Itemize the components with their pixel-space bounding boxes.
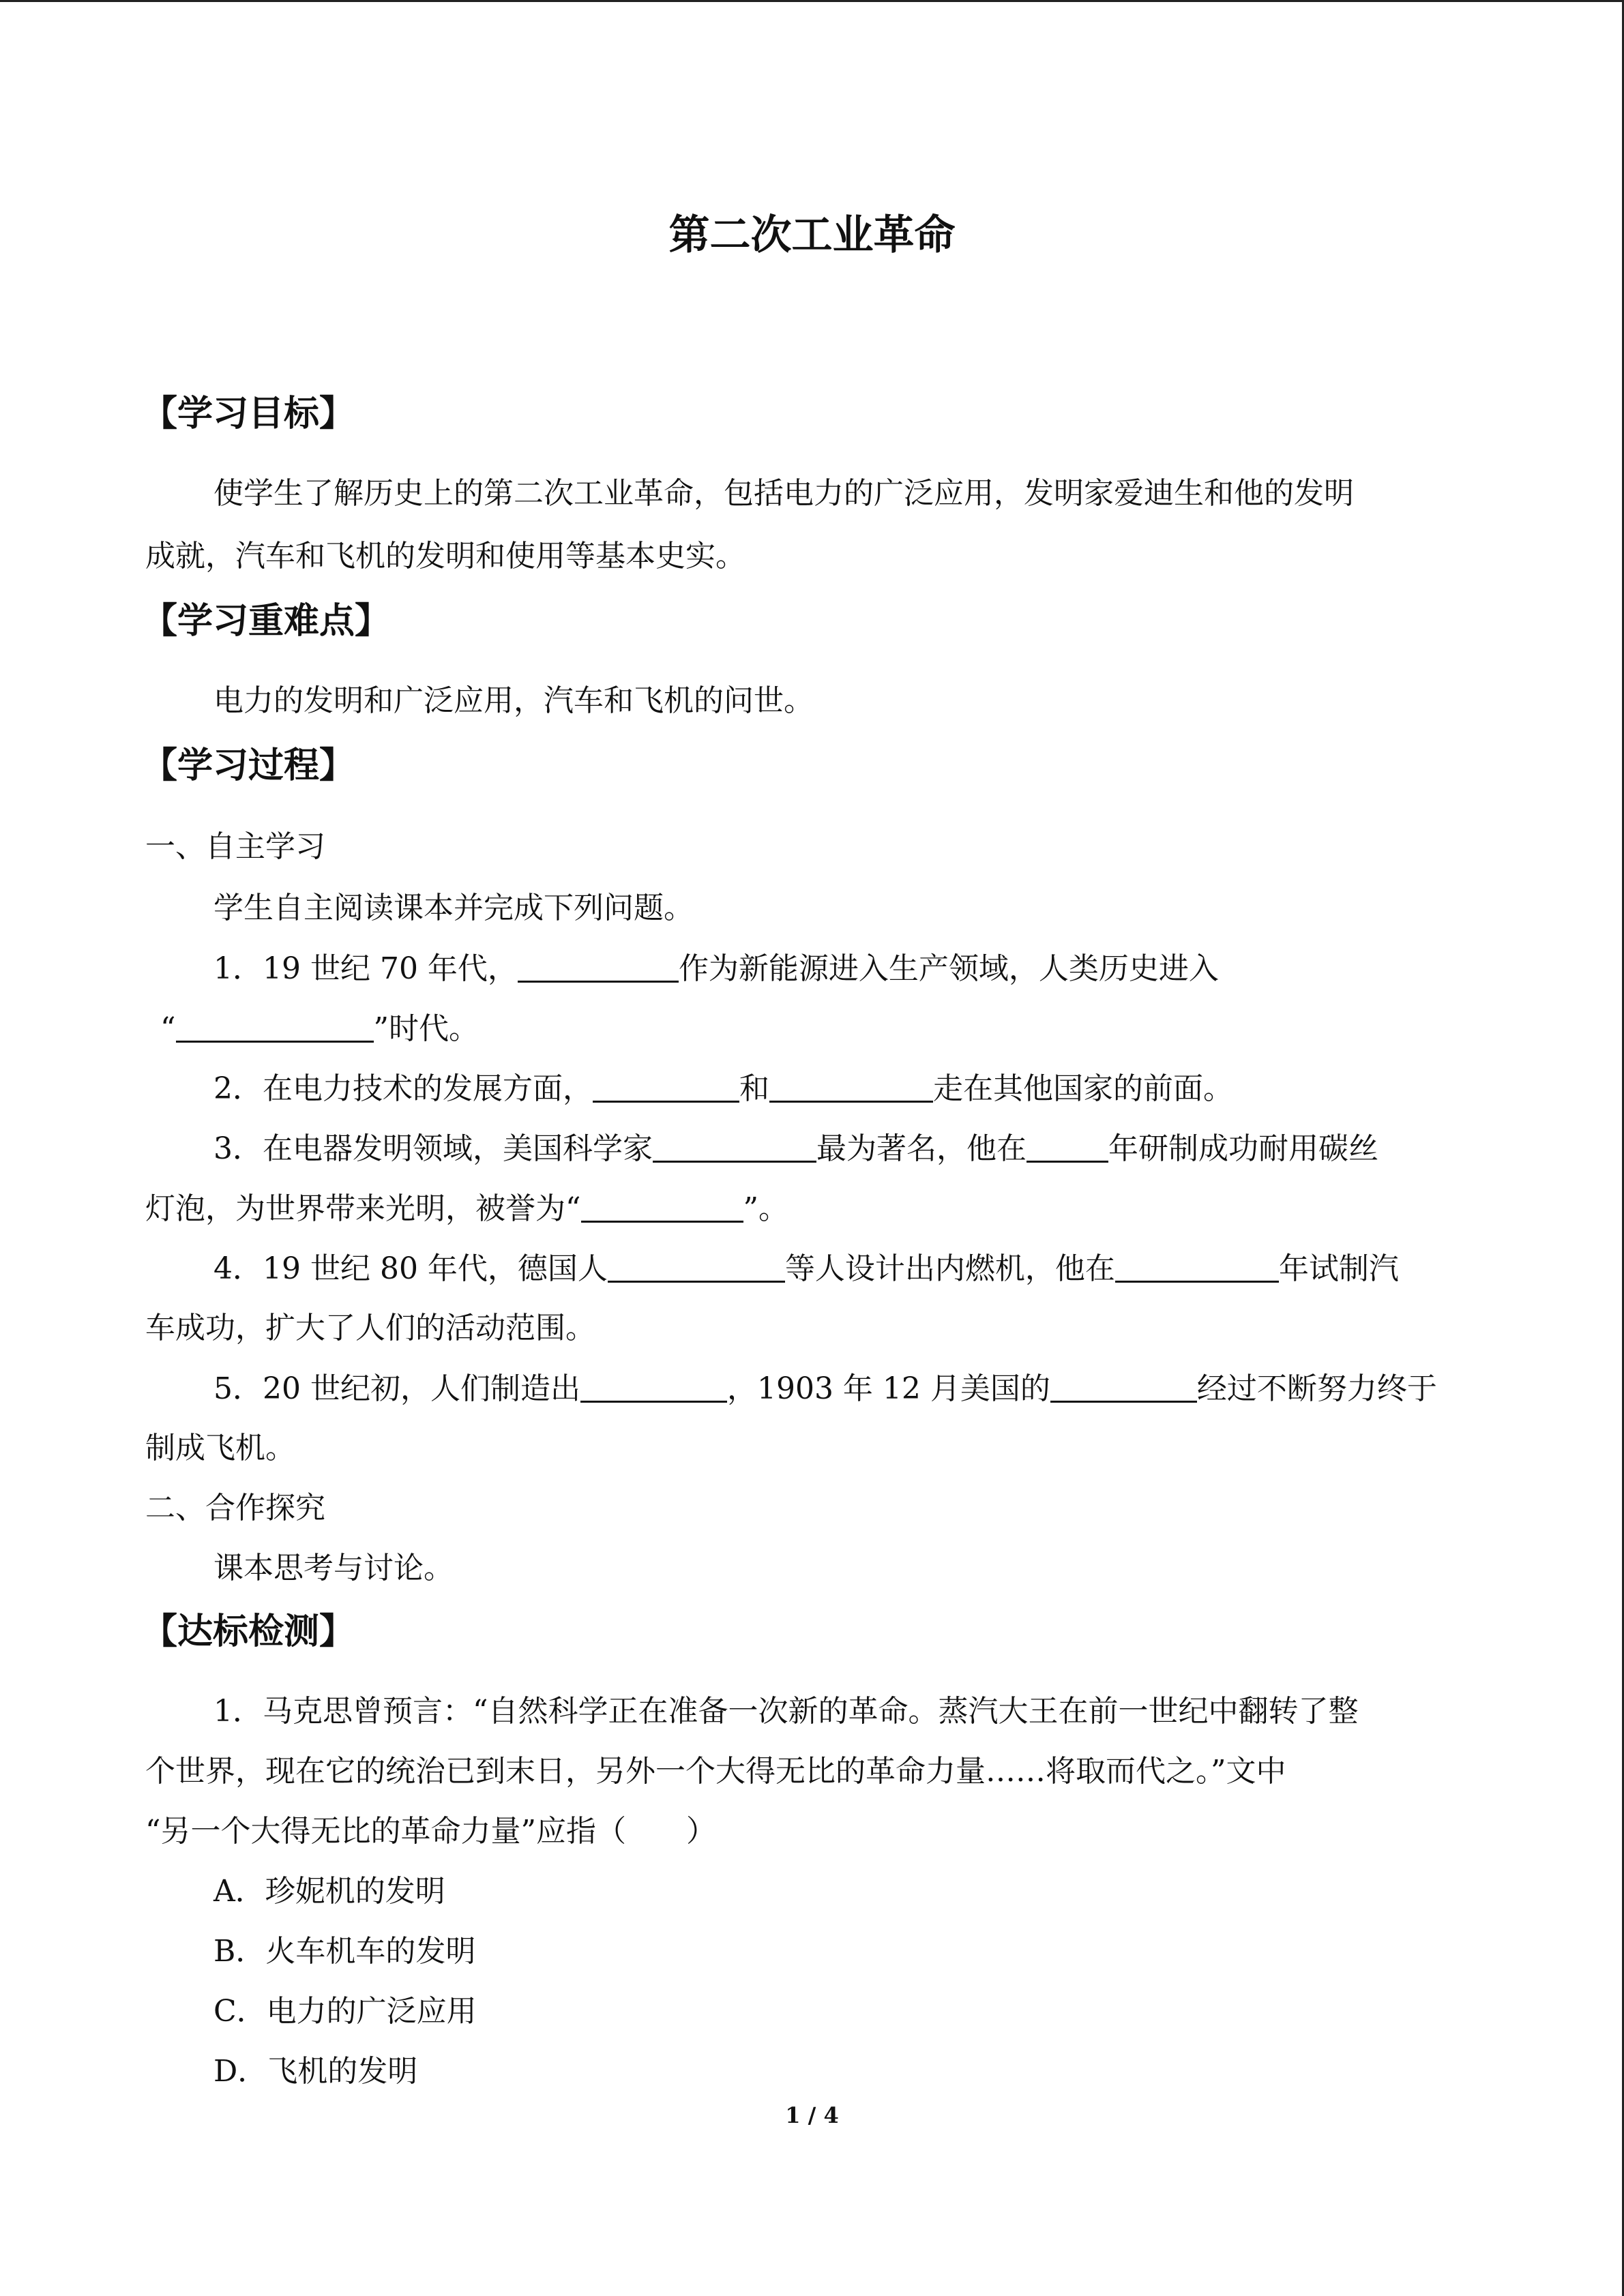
option-b[interactable]: B．火车机车的发明 [213,1934,476,1969]
fill-blank[interactable] [580,1368,727,1403]
key-points-heading: 【学习重难点】 [142,601,391,642]
fill-blank[interactable] [176,1008,374,1043]
question-3-text-a: 3．在电器发明领域，美国科学家 [213,1131,653,1166]
question-2 [213,1068,1233,1109]
question-3-line-2 [145,1188,788,1229]
question-1-text-d: ”时代。 [373,1011,479,1046]
page-border-top [0,0,1624,2]
question-5-text-c: 经过不断努力终于 [1196,1371,1437,1406]
question-1-line-1 [213,948,1219,989]
fill-blank[interactable] [608,1248,785,1283]
question-3-text-d: 灯泡，为世界带来光明，被誉为“ [145,1191,581,1226]
test-question-1-line-3: “另一个大得无比的革命力量”应指（ ） [145,1814,716,1849]
fill-blank[interactable] [769,1068,933,1103]
question-1-line-2 [160,1008,479,1049]
question-5-text-a: 5．20 世纪初，人们制造出 [213,1371,580,1406]
question-4-text-b: 等人设计出内燃机，他在 [784,1251,1115,1286]
question-5-text-b: ，1903 年 12 月美国的 [726,1371,1050,1406]
objectives-line-2: 成就，汽车和飞机的发明和使用等基本史实。 [145,539,745,573]
fill-blank[interactable] [1027,1128,1108,1163]
question-3-text-e: ”。 [743,1191,788,1226]
question-2-text-b: 和 [739,1071,769,1106]
objectives-line-1: 使学生了解历史上的第二次工业革命，包括电力的广泛应用，发明家爱迪生和他的发明 [213,476,1354,511]
question-3-line-1 [213,1128,1378,1169]
process-heading: 【学习过程】 [142,745,355,786]
objectives-heading: 【学习目标】 [142,393,355,434]
question-4-text-c: 年试制汽 [1278,1251,1399,1286]
question-1-text-c: “ [160,1011,176,1046]
question-4-line-2: 车成功，扩大了人们的活动范围。 [145,1311,595,1345]
option-d[interactable]: D．飞机的发明 [213,2054,418,2089]
section2-title: 二、合作探究 [145,1491,325,1525]
fill-blank[interactable] [1115,1248,1279,1283]
question-4-line-1 [213,1248,1399,1289]
section2-text: 课本思考与讨论。 [213,1551,454,1585]
question-1-text-b: 作为新能源进入生产领域，人类历史进入 [678,951,1219,986]
question-2-text-c: 走在其他国家的前面。 [933,1071,1233,1106]
key-points-line-1: 电力的发明和广泛应用，汽车和飞机的问世。 [213,683,814,718]
fill-blank[interactable] [581,1188,743,1223]
test-question-1-line-2: 个世界，现在它的统治已到末日，另外一个大得无比的革命力量……将取而代之。”文中 [145,1754,1286,1789]
fill-blank[interactable] [518,948,679,983]
section1-title: 一、自主学习 [145,829,325,864]
page-number: 1 / 4 [785,2102,839,2128]
question-3-text-c: 年研制成功耐用碳丝 [1108,1131,1378,1166]
question-1-text-a: 1．19 世纪 70 年代， [213,951,518,986]
question-4-text-a: 4．19 世纪 80 年代，德国人 [213,1251,608,1286]
option-a[interactable]: A．珍妮机的发明 [213,1874,445,1909]
question-5-line-2: 制成飞机。 [145,1431,295,1465]
test-question-1-line-1: 1．马克思曾预言：“自然科学正在准备一次新的革命。蒸汽大王在前一世纪中翻转了整 [213,1694,1359,1729]
fill-blank[interactable] [1050,1368,1197,1403]
test-heading: 【达标检测】 [142,1611,355,1652]
fill-blank[interactable] [593,1068,739,1103]
question-2-text-a: 2．在电力技术的发展方面， [213,1071,593,1106]
document-title: 第二次工业革命 [668,211,956,259]
section1-intro: 学生自主阅读课本并完成下列问题。 [213,891,694,925]
option-c[interactable]: C．电力的广泛应用 [213,1994,477,2029]
question-3-text-b: 最为著名，他在 [816,1131,1027,1166]
question-5-line-1 [213,1368,1437,1410]
fill-blank[interactable] [653,1128,816,1163]
